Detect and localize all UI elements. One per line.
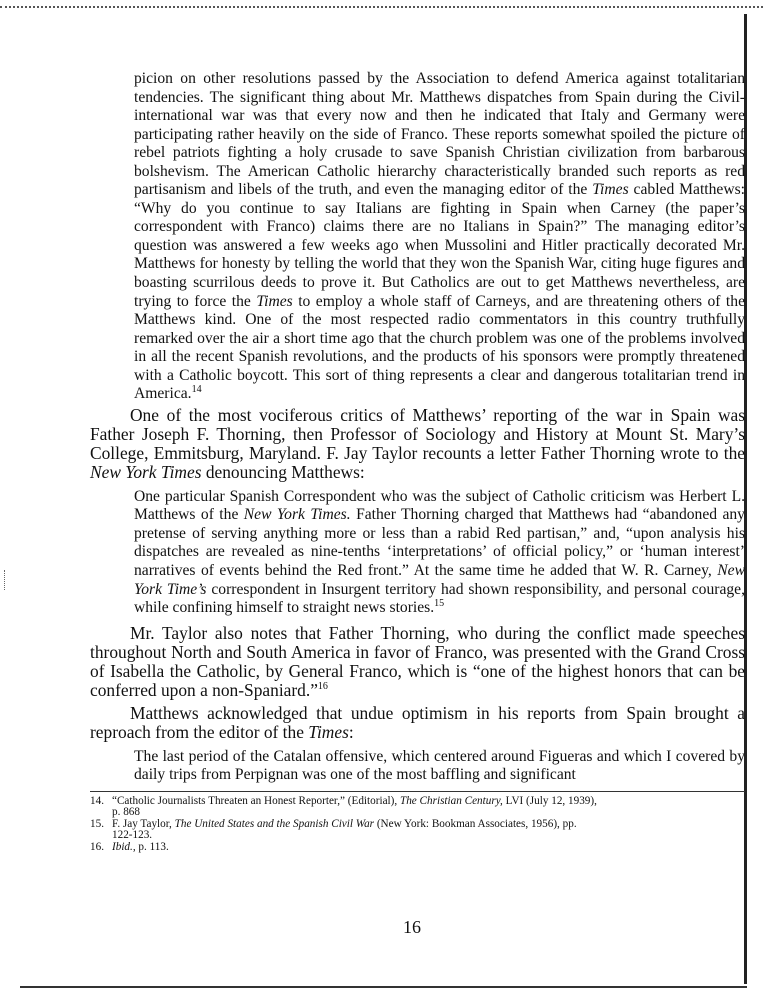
left-margin-marks — [4, 570, 19, 590]
quote-text: The last period of the Catalan offensive, which centered around Figueras and which I covered by daily trips from Perpignan was one of the most baffling and significant — [134, 747, 745, 784]
footnote-16 — [90, 842, 745, 853]
top-border-rule — [0, 0, 763, 8]
block-quote-2 — [134, 488, 745, 618]
footnote-continuation: 122-123. — [112, 828, 153, 841]
footnote-italic: The Christian Century, — [399, 794, 503, 807]
paragraph-3 — [90, 704, 745, 742]
footnote-divider — [90, 791, 745, 792]
footnote-ref: 14 — [191, 384, 202, 396]
quote-text: to employ a whole staff of Carneys, and are threatening others of the Matthews kind. One of the most respected radio commentators in this country truthfully remarked over the air a short time ago that the church problem was one of the problems involved in all the recent Spanish revolutions, and the products of his sponsors were promptly threatened with a Catholic boycott. This sort of thing represents a clear and dangerous totalitarian trend in America. — [134, 292, 745, 403]
paragraph-italic: New York Times — [90, 461, 202, 482]
quote-italic: Times — [256, 292, 293, 310]
paragraph-italic: Times — [308, 721, 349, 742]
footnotes — [90, 796, 745, 853]
page-body — [90, 70, 745, 854]
quote-italic: New York Time’s — [134, 562, 745, 598]
quote-text: cabled Matthews: “Why do you continue to say Italians are fighting in Spain when Carney (the paper’s correspondent with Franco) claims there are no Italians in Spain?” The managing editor’s question was answered a few weeks ago when Mussolini and Hitler practically decorated Mr. Matthews for honesty by telling the world that they won the Spanish War, citing huge figures and boasting scurrilous deeds to prove it. But Catholics are out to get Matthews nevertheless, are trying to force the — [134, 181, 745, 310]
footnote-number: 14. — [90, 794, 104, 807]
paragraph-1 — [90, 406, 745, 482]
paragraph-text: denouncing Matthews: — [201, 461, 365, 482]
paragraph-text: : — [348, 721, 354, 742]
paragraph-text: One of the most vociferous critics of Matthews’ reporting of the war in Spain was Father Joseph F. Thorning, then Professor of Sociology and History at Mount St. Mary’s College, Emmitsburg, Maryland. F. Jay Taylor recounts a letter Father Thorning wrote to the — [90, 404, 745, 463]
page-number: 16 — [403, 917, 421, 937]
footnote-text: p. 113. — [135, 840, 169, 853]
bottom-border-rule — [20, 986, 747, 988]
footnote-text: F. Jay Taylor, — [112, 817, 175, 830]
quote-text: picion on other resolutions passed by the Association to defend America against totalitarian tendencies. The significant thing about Mr. Matthews dispatches from Spain during the Civil-international war was that every now and then he indicated that Italy and Germany were participating rather heavily on the side of Franco. These reports somewhat spoiled the picture of rebel patriots fighting a holy crusade to save Spanish Christian civilization from barbarous bolshevism. The American Catholic hierarchy characteristically branded such reports as red partisanism and libels of the truth, and even the managing editor of the — [134, 70, 745, 199]
footnote-number: 16. — [90, 840, 104, 853]
block-quote-3 — [134, 748, 745, 785]
footnote-text: “Catholic Journalists Threaten an Honest Reporter,” (Editorial), — [112, 794, 400, 807]
quote-text: Father Thorning charged that Matthews had “abandoned any pretense of serving anything more or less than a rabid Red partisan,” and, “upon analysis his dispatches are revealed as nine-tenths ‘interpretations’ of official policy,” or ‘human interest’ narratives of events behind the Red front.” At the same time he added that W. R. Carney, — [134, 506, 745, 580]
footnote-text: LVI (July 12, 1939), — [502, 794, 597, 807]
quote-italic: Times — [592, 181, 629, 199]
footnote-ref: 15 — [434, 597, 445, 609]
footnote-ref: 16 — [317, 680, 328, 692]
footnote-text: (New York: Bookman Associates, 1956), pp. — [374, 817, 577, 830]
footnote-number: 15. — [90, 817, 104, 830]
footnote-14 — [90, 796, 745, 818]
footnote-italic: The United States and the Spanish Civil War — [174, 817, 375, 830]
paragraph-text: Mr. Taylor also notes that Father Thorning, who during the conflict made speeches throughout North and South America in favor of Franco, was presented with the Grand Cross of Isabella the Catholic, by General Franco, which is “one of the highest honors that can be conferred upon a non-Spaniard.” — [90, 622, 745, 700]
footnote-continuation: p. 868 — [112, 805, 140, 818]
footnote-15 — [90, 819, 745, 841]
quote-text: One particular Spanish Correspondent who was the subject of Catholic criticism was Herbert L. Matthews of the — [134, 487, 745, 524]
paragraph-2 — [90, 624, 745, 700]
paragraph-text: Matthews acknowledged that undue optimism in his reports from Spain brought a reproach from the editor of the — [90, 702, 745, 742]
footnote-italic: Ibid., — [112, 840, 136, 853]
block-quote-1 — [134, 70, 745, 404]
quote-italic: New York Times. — [243, 506, 351, 524]
quote-text: correspondent in Insurgent territory had shown responsibility, and personal courage, while confining himself to straight news stories. — [134, 580, 745, 617]
